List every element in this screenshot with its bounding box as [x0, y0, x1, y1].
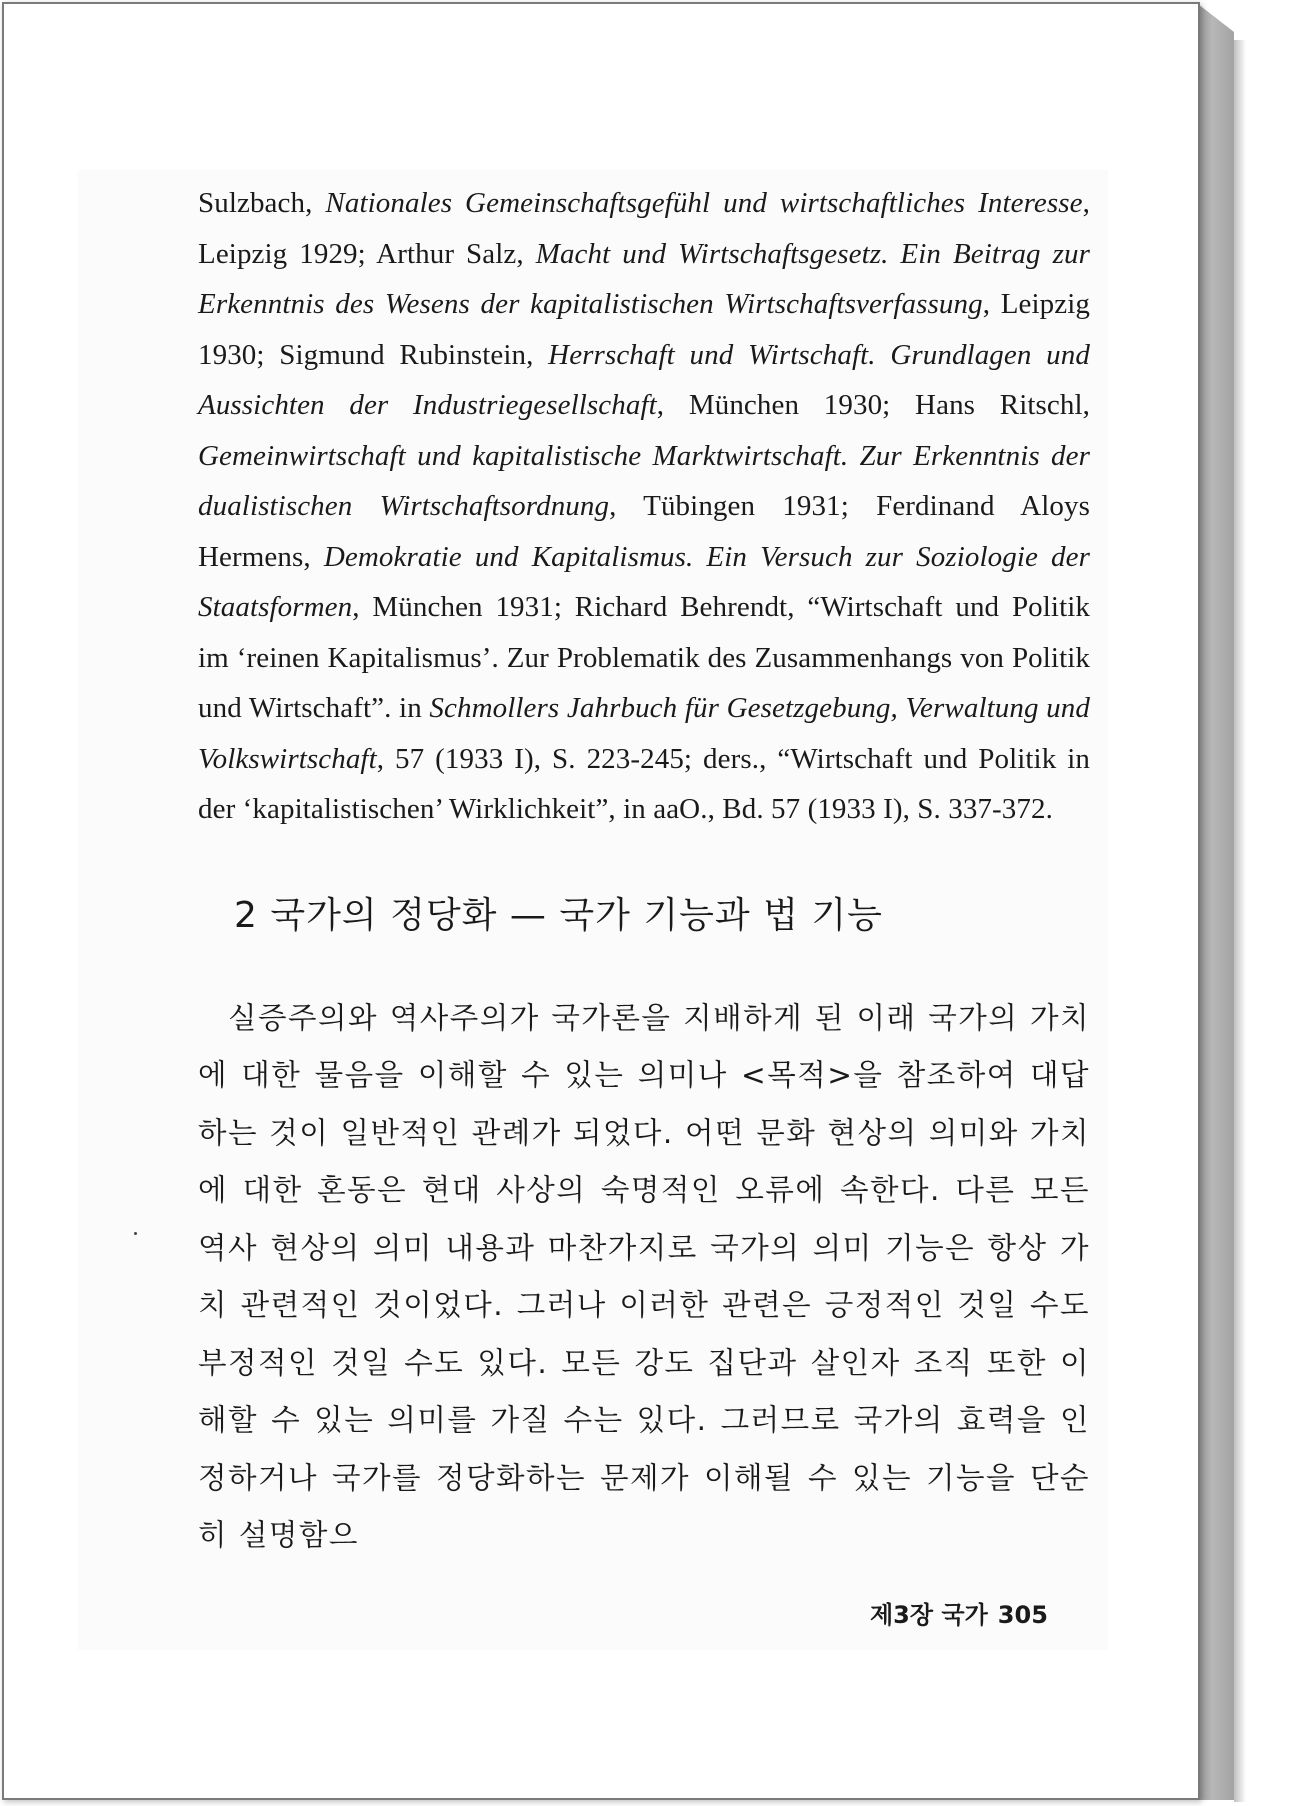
ref-part: , München 1931; Richard Behrendt, “Wirtschaft und Politik im ‘reinen Kapitalismus’. Zur Problematik des Zusammenhangs von Politik und Wirtschaft”. in: [198, 591, 1090, 724]
body-paragraph: 실증주의와 역사주의가 국가론을 지배하게 된 이래 국가의 가치에 대한 물음을 이해할 수 있는 의미나 <목적>을 참조하여 대답하는 것이 일반적인 관례가 되었다. 어떤 문화 현상의 의미와 가치에 대한 혼동은 현대 사상의 숙명적인 오류에 속한다. 다른 모든 역사 현상의 의미 내용과 마찬가지로 국가의 의미 기능은 항상 가치 관련적인 것이었다. 그러나 이러한 관련은 긍정적인 것일 수도 부정적인 것일 수도 있다. 모든 강도 집단과 살인자 조직 또한 이해할 수 있는 의미를 가질 수는 있다. 그러므로 국가의 효력을 인정하거나 국가를 정당화하는 문제가 이해될 수 있는 기능을 단순히 설명함으: [198, 1000, 1090, 1552]
ref-part-italic: Gemeinwirtschaft und kapitalistische Marktwirtschaft. Zur Erkenntnis der dualistischen Wirtschaftsordnung: [198, 439, 1090, 522]
references-paragraph: [198, 178, 1090, 835]
ref-part-italic: Macht und Wirtschaftsgesetz. Ein Beitrag zur Erkenntnis des Wesens der kapitalistischen Wirtschaftsverfassung: [198, 237, 1090, 320]
page-footer: [870, 1595, 1058, 1630]
ref-part: , Leipzig 1929; Arthur Salz,: [198, 187, 1090, 270]
ref-part-italic: Nationales Gemeinschaftsgefühl und wirtschaftliches Interesse: [325, 187, 1083, 219]
scan-speck: [134, 1232, 137, 1235]
ref-part: , München 1930; Hans Ritschl,: [656, 389, 1090, 421]
page-content: [198, 178, 1090, 1565]
page-edge-shadow: [1234, 40, 1246, 1802]
page-stack-edge: [1198, 4, 1234, 1800]
ref-part: , 57 (1933 I), S. 223-245; ders., “Wirtschaft und Politik in der ‘kapitalistischen’ Wirklichkeit”, in aaO., Bd. 57 (1933 I), S. 337-372.: [198, 742, 1090, 825]
ref-part-italic: Herrschaft und Wirtschaft. Grundlagen und Aussichten der Industriegesellschaft: [198, 338, 1090, 421]
page-number: 305: [997, 1601, 1048, 1629]
ref-part: , Leipzig 1930; Sigmund Rubinstein,: [198, 288, 1090, 371]
ref-part-italic: Demokratie und Kapitalismus. Ein Versuch zur Soziologie der Staatsformen: [198, 540, 1090, 623]
chapter-label: 제3장 국가: [870, 1601, 988, 1629]
ref-part: Sulzbach,: [198, 187, 326, 219]
ref-part-italic: Schmollers Jahrbuch für Gesetzgebung, Verwaltung und Volkswirtschaft: [198, 692, 1090, 775]
section-heading: 2 국가의 정당화 — 국가 기능과 법 기능: [234, 894, 883, 936]
ref-part: , Tübingen 1931; Ferdinand Aloys Hermens,: [198, 490, 1090, 573]
